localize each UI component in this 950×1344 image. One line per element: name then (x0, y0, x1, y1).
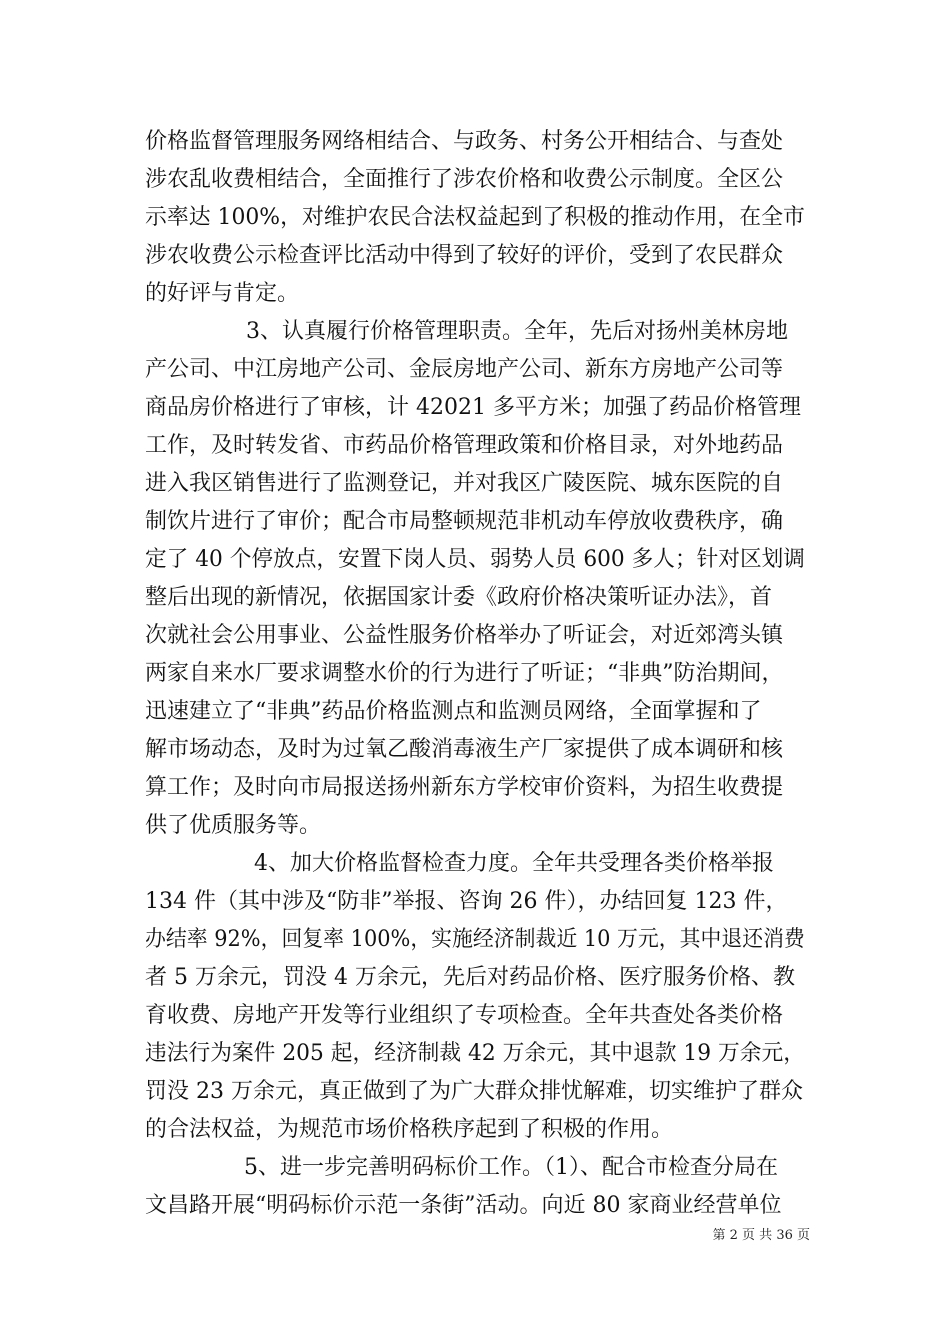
text-line: 解市场动态，及时为过氧乙酸消毒液生产厂家提供了成本调研和核 (145, 737, 784, 762)
text-line: 产公司、中江房地产公司、金辰房地产公司、新东方房地产公司等 (145, 357, 784, 382)
paragraph-4-first-line: 4、加大价格监督检查力度。全年共受理各类价格举报 (254, 851, 774, 876)
text-line: 办结率 92%，回复率 100%，实施经济制裁近 10 万元，其中退还消费 (145, 927, 805, 952)
page-number-footer: 第 2 页 共 36 页 (712, 1228, 810, 1243)
text-line: 两家自来水厂要求调整水价的行为进行了听证；“非典”防治期间， (145, 661, 784, 686)
text-line: 供了优质服务等。 (145, 813, 322, 838)
text-line: 违法行为案件 205 起，经济制裁 42 万余元，其中退款 19 万余元， (145, 1041, 805, 1066)
text-line: 进入我区销售进行了监测登记，并对我区广陵医院、城东医院的自 (145, 471, 784, 496)
text-line: 罚没 23 万余元，真正做到了为广大群众排忧解难，切实维护了群众 (145, 1079, 803, 1104)
text-line: 次就社会公用事业、公益性服务价格举办了听证会，对近郊湾头镇 (145, 623, 784, 648)
text-line: 涉农收费公示检查评比活动中得到了较好的评价，受到了农民群众 (145, 243, 784, 268)
text-line: 文昌路开展“明码标价示范一条街”活动。向近 80 家商业经营单位 (145, 1193, 782, 1218)
paragraph-5-first-line: 5、进一步完善明码标价工作。（1）、配合市检查分局在 (244, 1155, 778, 1180)
text-line: 迅速建立了“非典”药品价格监测点和监测员网络，全面掌握和了 (145, 699, 762, 724)
text-line: 整后出现的新情况，依据国家计委《政府价格决策听证办法》，首 (145, 585, 773, 610)
text-line: 涉农乱收费相结合，全面推行了涉农价格和收费公示制度。全区公 (145, 167, 784, 192)
text-line: 134 件（其中涉及“防非”举报、咨询 26 件），办结回复 123 件， (145, 889, 788, 914)
text-line: 育收费、房地产开发等行业组织了专项检查。全年共查处各类价格 (145, 1003, 784, 1028)
text-line: 者 5 万余元，罚没 4 万余元，先后对药品价格、医疗服务价格、教 (145, 965, 795, 990)
text-line: 算工作；及时向市局报送扬州新东方学校审价资料，为招生收费提 (145, 775, 784, 800)
text-line: 商品房价格进行了审核，计 42021 多平方米；加强了药品价格管理 (145, 395, 801, 420)
text-line: 的合法权益，为规范市场价格秩序起到了积极的作用。 (145, 1117, 674, 1142)
paragraph-3-first-line: 3、认真履行价格管理职责。全年，先后对扬州美林房地 (246, 319, 788, 344)
text-line: 的好评与肯定。 (145, 281, 300, 306)
text-line: 制饮片进行了审价；配合市局整顿规范非机动车停放收费秩序，确 (145, 509, 784, 534)
text-line: 示率达 100%，对维护农民合法权益起到了积极的推动作用，在全市 (145, 205, 805, 230)
text-line: 定了 40 个停放点，安置下岗人员、弱势人员 600 多人；针对区划调 (145, 547, 805, 572)
text-line: 价格监督管理服务网络相结合、与政务、村务公开相结合、与查处 (145, 129, 784, 154)
text-line: 工作，及时转发省、市药品价格管理政策和价格目录，对外地药品 (145, 433, 784, 458)
